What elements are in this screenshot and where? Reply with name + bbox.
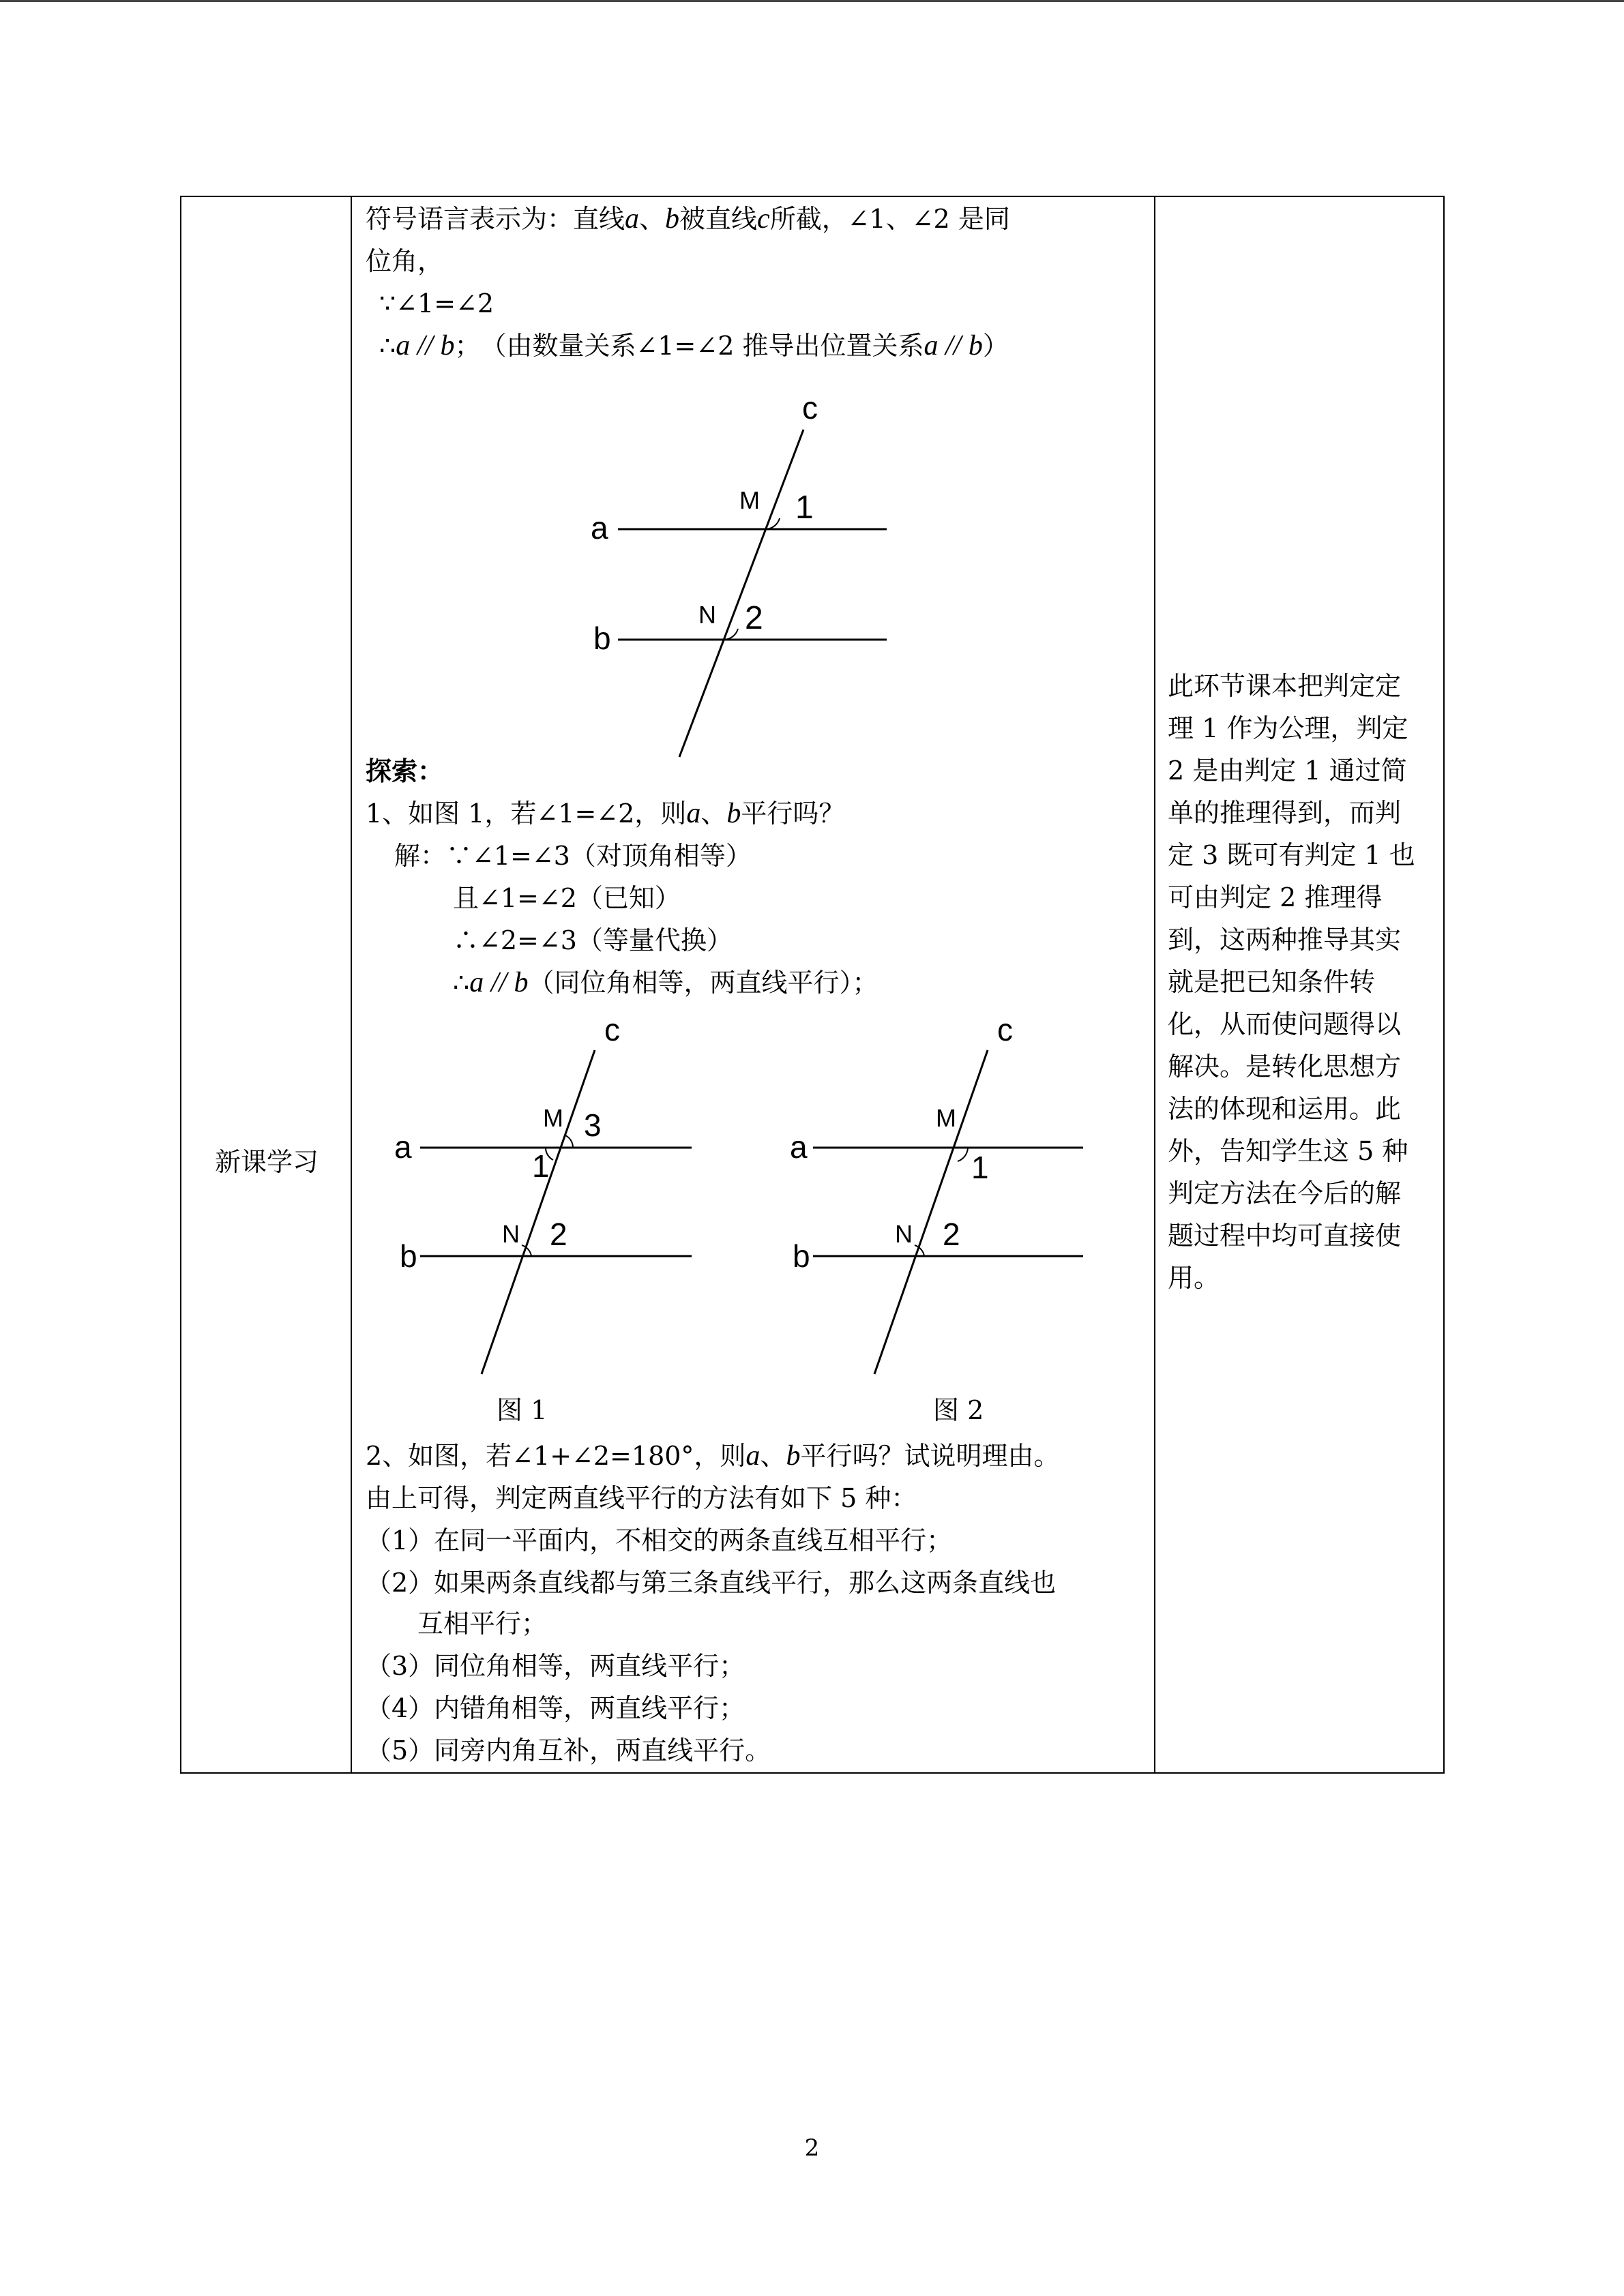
method-2-cont: 互相平行； [366, 1609, 548, 1639]
method-4: （4）内错角相等，两直线平行； [366, 1693, 745, 1723]
var-a: a [625, 203, 640, 235]
label-a: a [790, 1129, 808, 1165]
solution-step-2: 且∠1=∠2（已知） [453, 883, 681, 913]
question-text: 1、如图 1，若∠1=∠2，则 [366, 799, 687, 829]
note-line: 2 是由判定 1 通过简 [1168, 756, 1407, 786]
note-line: 解决。是转化思想方 [1168, 1052, 1402, 1082]
label-c: c [997, 1012, 1013, 1047]
line-c [482, 1050, 595, 1374]
solution-step-1: 解：∵∠1=∠3（对顶角相等） [394, 841, 752, 871]
parallel-expression: a // b [396, 330, 455, 361]
label-c: c [802, 390, 818, 426]
method-5: （5）同旁内角互补，两直线平行。 [366, 1735, 771, 1765]
separator: 、 [639, 204, 666, 234]
figure-1-svg [382, 1002, 709, 1384]
column-divider-1 [351, 197, 352, 1772]
figure-main [573, 382, 914, 764]
method-1: （1）在同一平面内，不相交的两条直线互相平行； [366, 1525, 953, 1555]
note-line: 到，这两种推导其实 [1168, 925, 1402, 955]
note-line: 用。 [1168, 1263, 1220, 1293]
note-line: 题过程中均可直接使 [1168, 1221, 1402, 1251]
figure-1-caption: 图 1 [497, 1395, 548, 1425]
symbolic-text: ） [982, 331, 1009, 361]
question-2 [366, 1435, 1059, 1477]
label-m: M [936, 1104, 956, 1132]
figure-2-caption: 图 2 [933, 1395, 984, 1425]
label-a: a [394, 1129, 412, 1165]
var-b: b [786, 1440, 801, 1472]
label-m: M [543, 1104, 563, 1132]
label-angle-2: 2 [550, 1217, 567, 1252]
label-b: b [793, 1238, 810, 1274]
label-angle-3: 3 [584, 1107, 602, 1143]
line-c [874, 1050, 988, 1374]
symbolic-text: ； （由数量关系∠1=∠2 推导出位置关系 [454, 331, 924, 361]
label-b: b [400, 1238, 417, 1274]
column-divider-2 [1154, 197, 1155, 1772]
var-b: b [665, 203, 680, 235]
label-b: b [593, 621, 611, 656]
therefore-sign: ∴ [453, 968, 470, 998]
var-c: c [757, 203, 770, 235]
symbolic-line-1 [366, 198, 1010, 240]
explore-heading: 探索： [366, 756, 444, 786]
note-line: 单的推理得到，而判 [1168, 798, 1402, 828]
page-top-edge [0, 0, 1624, 2]
page-number: 2 [804, 2134, 820, 2162]
note-line: 判定方法在今后的解 [1168, 1178, 1402, 1208]
figure-1 [382, 1002, 709, 1384]
question-1 [366, 792, 844, 835]
question-text: 平行吗？试说明理由。 [800, 1441, 1060, 1471]
figure-2-svg [775, 1002, 1102, 1384]
separator: 、 [700, 799, 727, 829]
var-a: a [686, 798, 701, 829]
method-2: （2）如果两条直线都与第三条直线平行，那么这两条直线也 [366, 1568, 1057, 1598]
symbolic-line-2: 位角， [366, 246, 444, 276]
label-angle-2: 2 [943, 1217, 960, 1252]
solution-step-3: ∴∠2=∠3（等量代换） [453, 925, 733, 955]
angle-arc-1 [958, 1148, 968, 1161]
label-n: N [698, 601, 716, 629]
question-text: 平行吗？ [741, 799, 845, 829]
note-line: 可由判定 2 推理得 [1168, 882, 1383, 912]
note-line: 化，从而使问题得以 [1168, 1009, 1402, 1039]
label-angle-1: 1 [971, 1150, 989, 1185]
summary-line: 由上可得，判定两直线平行的方法有如下 5 种： [366, 1483, 917, 1513]
label-m: M [739, 486, 760, 514]
symbolic-line-3: ∵∠1=∠2 [379, 288, 494, 318]
separator: 、 [760, 1441, 786, 1471]
var-a: a [745, 1440, 761, 1472]
label-angle-2: 2 [745, 600, 763, 636]
figure-2 [775, 1002, 1102, 1384]
label-c: c [604, 1012, 620, 1047]
label-angle-1: 1 [795, 490, 814, 526]
solution-text: （同位角相等，两直线平行）； [528, 968, 879, 998]
solution-step-4 [453, 961, 879, 1004]
label-n: N [502, 1220, 520, 1248]
angle-arc-3 [565, 1135, 573, 1148]
note-line: 法的体现和运用。此 [1168, 1094, 1402, 1124]
parallel-expression: a // b [469, 967, 529, 998]
note-line: 外，告知学生这 5 种 [1168, 1136, 1408, 1166]
label-angle-1: 1 [532, 1148, 550, 1184]
figure-main-svg [573, 382, 914, 764]
note-line: 就是把已知条件转 [1168, 967, 1376, 997]
label-a: a [591, 510, 608, 546]
method-3: （3）同位角相等，两直线平行； [366, 1651, 745, 1681]
category-cell: 新课学习 [214, 1147, 319, 1177]
symbolic-text: 符号语言表示为：直线 [366, 204, 625, 234]
teacher-notes [1168, 665, 1434, 1299]
symbolic-text: 被直线 [679, 204, 758, 234]
label-n: N [895, 1220, 913, 1248]
therefore-sign: ∴ [379, 331, 396, 361]
note-line: 此环节课本把判定定 [1168, 671, 1402, 701]
note-line: 理 1 作为公理，判定 [1168, 713, 1408, 743]
symbolic-text: 所截，∠1、∠2 是同 [769, 204, 1010, 234]
line-c [679, 430, 803, 757]
note-line: 定 3 既可有判定 1 也 [1168, 840, 1415, 870]
var-b: b [726, 798, 741, 829]
symbolic-line-4 [379, 325, 1009, 367]
question-text: 2、如图，若∠1+∠2=180°，则 [366, 1441, 746, 1471]
parallel-expression: a // b [924, 330, 983, 361]
